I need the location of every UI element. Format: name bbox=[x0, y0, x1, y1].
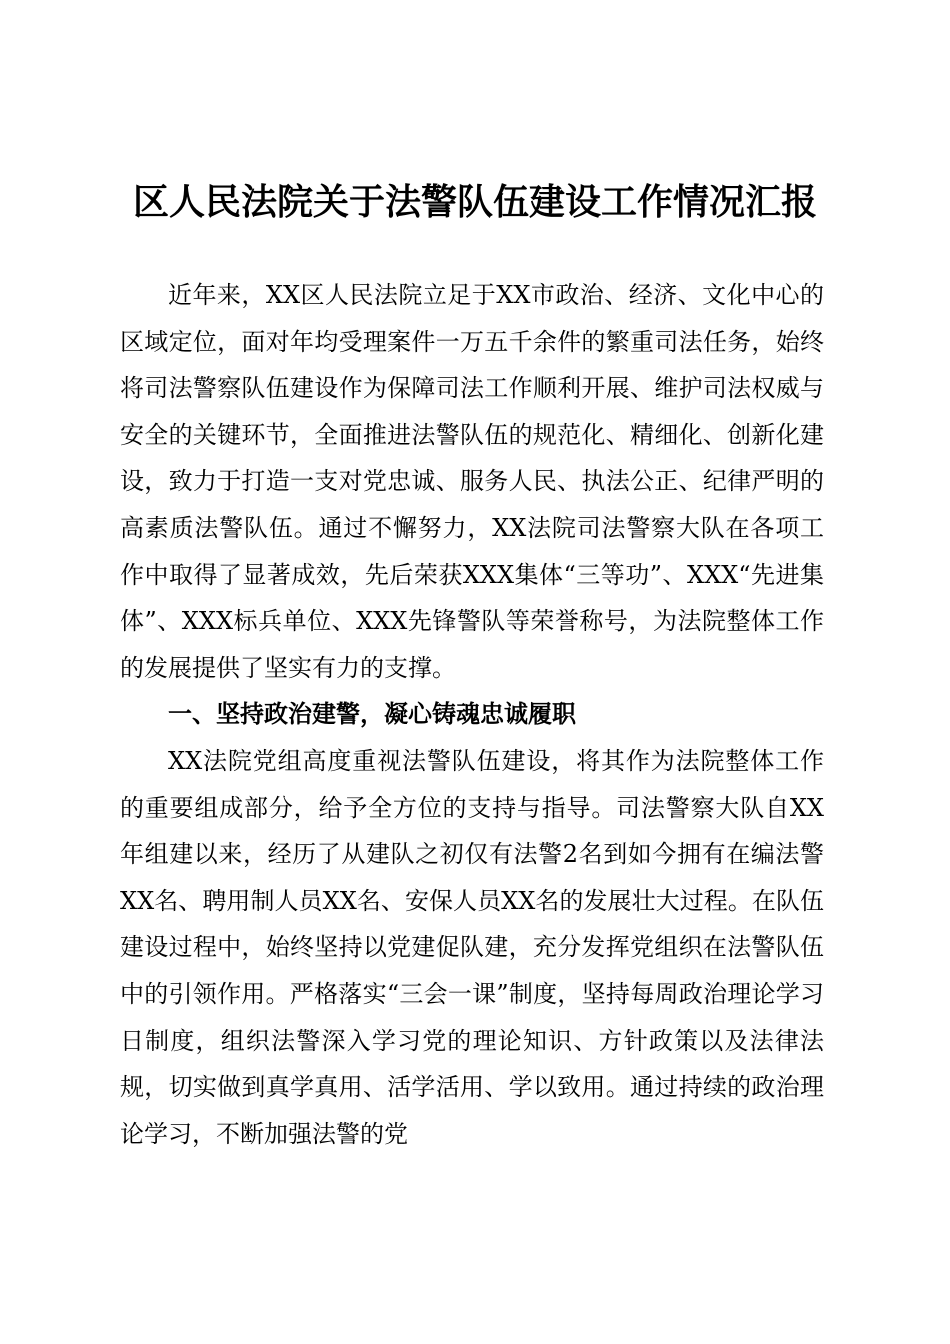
paragraph-section-1: XX法院党组高度重视法警队伍建设，将其作为法院整体工作的重要组成部分，给予全方位的支持与指导。司法警察大队自XX年组建以来，经历了从建队之初仅有法警2名到如今拥有在编法警XX名、聘用制人员XX名、安保人员XX名的发展壮大过程。在队伍建设过程中，始终坚持以党建促队建，充分发挥党组织在法警队伍中的引领作用。严格落实“三会一课”制度，坚持每周政治理论学习日制度，组织法警深入学习党的理论知识、方针政策以及法律法规，切实做到真学真用、活学活用、学以致用。通过持续的政治理论学习，不断加强法警的党 bbox=[120, 746, 824, 1148]
section-heading-1: 一、坚持政治建警，凝心铸魂忠诚履职 bbox=[168, 700, 576, 729]
document-title: 区人民法院关于法警队伍建设工作情况汇报 bbox=[132, 181, 817, 223]
document-body bbox=[120, 272, 824, 1157]
paragraph-intro: 近年来，XX区人民法院立足于XX市政治、经济、文化中心的区域定位，面对年均受理案件一万五千余件的繁重司法任务，始终将司法警察队伍建设作为保障司法工作顺利开展、维护司法权威与安全的关键环节，全面推进法警队伍的规范化、精细化、创新化建设，致力于打造一支对党忠诚、服务人民、执法公正、纪律严明的高素质法警队伍。通过不懈努力，XX法院司法警察大队在各项工作中取得了显著成效，先后荣获XXX集体“三等功”、XXX“先进集体”、XXX标兵单位、XXX先锋警队等荣誉称号，为法院整体工作的发展提供了坚实有力的支撑。 bbox=[120, 281, 824, 682]
